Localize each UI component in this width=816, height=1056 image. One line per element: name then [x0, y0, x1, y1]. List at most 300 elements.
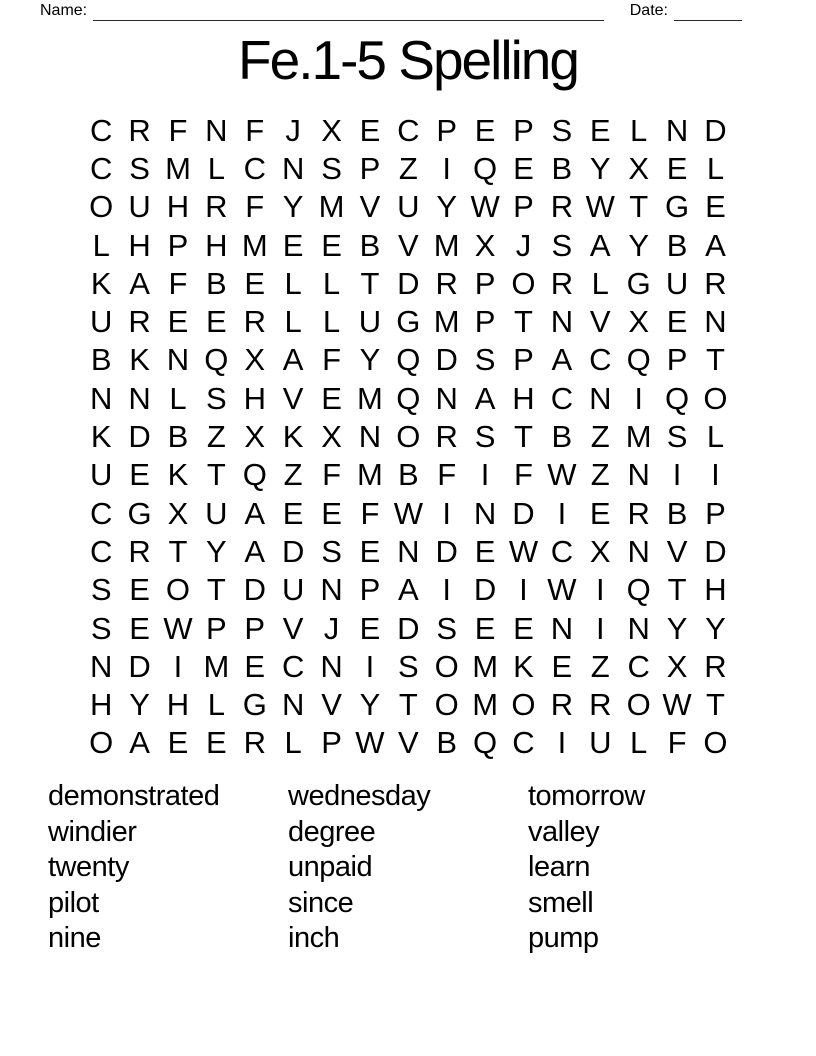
grid-letter-r7-c7: F — [322, 342, 341, 378]
grid-letter-r13-c2: E — [129, 572, 150, 608]
grid-letter-r4-c11: X — [474, 227, 496, 263]
grid-letter-r9-c15: M — [625, 419, 652, 455]
grid-letter-r15-c15: C — [627, 648, 650, 684]
grid-letter-r17-c9: V — [397, 725, 419, 761]
grid-letter-r14-c7: J — [323, 610, 340, 646]
grid-letter-r7-c15: Q — [626, 342, 651, 378]
grid-letter-r4-c1: L — [92, 227, 110, 263]
grid-letter-r16-c7: V — [321, 687, 342, 723]
grid-letter-r10-c14: Z — [590, 457, 610, 493]
grid-letter-r5-c13: R — [550, 265, 574, 301]
name-field — [40, 1, 604, 21]
grid-letter-r14-c9: D — [397, 610, 420, 646]
grid-letter-r6-c16: E — [666, 304, 688, 340]
grid-letter-r9-c3: B — [167, 419, 189, 455]
grid-letter-r14-c12: E — [513, 610, 534, 646]
grid-letter-r17-c14: U — [589, 725, 612, 761]
grid-letter-r2-c12: E — [513, 150, 534, 186]
grid-letter-r10-c1: U — [90, 457, 113, 493]
grid-letter-r9-c1: K — [90, 419, 112, 455]
grid-letter-r4-c12: J — [515, 227, 532, 263]
grid-letter-r14-c17: Y — [705, 610, 726, 646]
grid-letter-r17-c2: A — [129, 725, 150, 761]
grid-letter-r2-c11: Q — [473, 150, 498, 186]
grid-letter-r8-c17: O — [703, 380, 728, 416]
grid-letter-r7-c6: A — [282, 342, 304, 378]
grid-letter-r16-c6: N — [281, 687, 305, 723]
grid-letter-r4-c15: Y — [628, 227, 649, 263]
grid-letter-r1-c10: P — [436, 112, 458, 148]
grid-letter-r8-c8: M — [357, 380, 383, 416]
grid-letter-r17-c4: E — [206, 725, 227, 761]
grid-letter-r12-c9: N — [397, 533, 420, 569]
grid-letter-r16-c1: H — [90, 687, 113, 723]
grid-letter-r5-c14: L — [591, 265, 609, 301]
grid-letter-r10-c2: E — [129, 457, 150, 493]
grid-letter-r11-c10: I — [442, 495, 452, 531]
grid-letter-r5-c6: L — [284, 265, 302, 301]
grid-letter-r10-c5: Q — [242, 457, 267, 493]
grid-letter-r4-c8: B — [359, 227, 381, 263]
grid-letter-r11-c8: F — [360, 495, 380, 531]
grid-letter-r17-c17: O — [703, 725, 728, 761]
grid-letter-r10-c11: I — [480, 457, 490, 493]
grid-letter-r16-c8: Y — [359, 687, 381, 723]
grid-letter-r6-c12: T — [514, 304, 533, 340]
grid-letter-r5-c15: G — [626, 265, 651, 301]
word-item: pump — [528, 922, 599, 955]
word-list-column-1 — [48, 779, 288, 957]
grid-letter-r11-c11: N — [473, 495, 497, 531]
grid-letter-r12-c16: V — [666, 533, 688, 569]
grid-letter-r1-c6: J — [285, 112, 301, 148]
grid-letter-r9-c12: T — [514, 419, 533, 455]
grid-letter-r3-c15: T — [629, 189, 649, 225]
grid-letter-r10-c6: Z — [283, 457, 303, 493]
grid-letter-r5-c7: L — [322, 265, 341, 301]
grid-letter-r7-c11: S — [474, 342, 496, 378]
grid-letter-r6-c3: E — [167, 304, 189, 340]
grid-letter-r12-c3: T — [168, 533, 188, 569]
grid-letter-r12-c12: W — [508, 533, 539, 569]
grid-letter-r15-c1: N — [90, 648, 113, 684]
grid-letter-r13-c7: N — [320, 572, 343, 608]
grid-letter-r14-c16: Y — [666, 610, 688, 646]
grid-letter-r15-c4: M — [203, 648, 230, 684]
grid-letter-r7-c16: P — [666, 342, 688, 378]
name-blank-line — [93, 4, 604, 21]
grid-letter-r13-c8: P — [359, 572, 381, 608]
grid-letter-r15-c6: C — [281, 648, 305, 684]
grid-letter-r11-c14: E — [589, 495, 611, 531]
grid-letter-r3-c3: H — [166, 189, 190, 225]
grid-letter-r3-c17: E — [705, 189, 726, 225]
grid-letter-r12-c2: R — [128, 533, 151, 569]
grid-letter-r2-c15: X — [628, 150, 649, 186]
grid-letter-r10-c12: F — [514, 457, 533, 493]
name-label: Name: — [40, 2, 88, 19]
grid-letter-r2-c13: B — [551, 150, 573, 186]
grid-letter-r10-c15: N — [627, 457, 650, 493]
grid-letter-r13-c11: D — [473, 572, 497, 608]
grid-letter-r11-c4: U — [205, 495, 228, 531]
grid-letter-r9-c8: N — [358, 419, 382, 455]
grid-letter-r6-c11: P — [474, 304, 496, 340]
grid-letter-r3-c10: Y — [436, 189, 458, 225]
grid-letter-r14-c2: E — [129, 610, 150, 646]
grid-letter-r16-c11: M — [472, 687, 499, 723]
grid-letter-r1-c13: S — [551, 112, 573, 148]
grid-letter-r13-c15: Q — [626, 572, 651, 608]
grid-letter-r9-c17: L — [706, 419, 725, 455]
grid-letter-r13-c9: A — [397, 572, 419, 608]
grid-letter-r16-c13: R — [550, 687, 574, 723]
grid-letter-r17-c1: O — [89, 725, 114, 761]
grid-letter-r4-c9: V — [397, 227, 419, 263]
grid-letter-r14-c1: S — [90, 610, 112, 646]
word-item: inch — [288, 922, 340, 955]
word-item: smell — [528, 886, 594, 919]
grid-letter-r1-c15: L — [630, 112, 648, 148]
grid-letter-r1-c16: N — [665, 112, 689, 148]
grid-letter-r6-c14: V — [589, 304, 611, 340]
grid-letter-r16-c14: R — [589, 687, 612, 723]
grid-letter-r1-c1: C — [90, 112, 113, 148]
date-blank-line — [674, 4, 742, 21]
grid-letter-r1-c9: C — [397, 112, 420, 148]
grid-letter-r15-c17: R — [704, 648, 727, 684]
grid-letter-r7-c13: A — [551, 342, 573, 378]
grid-letter-r1-c5: F — [245, 112, 265, 148]
grid-letter-r12-c14: X — [589, 533, 611, 569]
grid-letter-r6-c10: M — [433, 304, 460, 340]
grid-letter-r14-c13: N — [550, 610, 574, 646]
grid-letter-r4-c5: M — [241, 227, 268, 263]
grid-letter-r13-c6: U — [281, 572, 305, 608]
grid-letter-r3-c12: P — [513, 189, 534, 225]
grid-letter-r9-c5: X — [244, 419, 266, 455]
grid-letter-r7-c5: X — [244, 342, 266, 378]
grid-letter-r16-c12: O — [511, 687, 536, 723]
grid-letter-r14-c10: S — [436, 610, 458, 646]
grid-letter-r4-c4: H — [205, 227, 228, 263]
grid-letter-r5-c2: A — [129, 265, 150, 301]
word-item: degree — [288, 815, 376, 848]
grid-letter-r8-c3: L — [169, 380, 187, 416]
grid-letter-r14-c6: V — [282, 610, 304, 646]
grid-letter-r8-c6: V — [282, 380, 304, 416]
grid-letter-r16-c9: T — [398, 687, 418, 723]
word-list — [48, 779, 768, 957]
grid-letter-r17-c13: I — [557, 725, 567, 761]
grid-letter-r4-c2: H — [128, 227, 151, 263]
grid-letter-r13-c14: I — [595, 572, 605, 608]
grid-letter-r4-c6: E — [282, 227, 304, 263]
grid-letter-r5-c17: R — [704, 265, 727, 301]
grid-letter-r2-c16: E — [666, 150, 688, 186]
grid-letter-r3-c6: Y — [282, 189, 304, 225]
grid-letter-r13-c16: T — [667, 572, 687, 608]
grid-letter-r9-c16: S — [666, 419, 688, 455]
grid-letter-r2-c14: Y — [589, 150, 611, 186]
grid-letter-r7-c14: C — [589, 342, 612, 378]
grid-letter-r13-c13: W — [547, 572, 577, 608]
word-list-column-3 — [528, 779, 768, 957]
grid-letter-r6-c17: N — [704, 304, 727, 340]
grid-letter-r15-c2: D — [128, 648, 151, 684]
grid-letter-r6-c9: G — [396, 304, 421, 340]
grid-letter-r8-c9: Q — [396, 380, 421, 416]
grid-letter-r11-c6: E — [282, 495, 304, 531]
grid-letter-r6-c15: X — [628, 304, 649, 340]
grid-letter-r9-c4: Z — [206, 419, 226, 455]
grid-letter-r16-c10: O — [434, 687, 459, 723]
word-item: learn — [528, 851, 590, 884]
grid-letter-r9-c14: Z — [590, 419, 610, 455]
grid-letter-r15-c8: I — [365, 648, 375, 684]
grid-letter-r12-c5: A — [244, 533, 266, 569]
grid-letter-r3-c14: W — [585, 189, 615, 225]
grid-letter-r8-c12: H — [512, 380, 535, 416]
grid-letter-r16-c4: L — [207, 687, 225, 723]
grid-letter-r17-c11: Q — [473, 725, 498, 761]
grid-letter-r3-c5: F — [245, 189, 265, 225]
grid-letter-r15-c3: I — [173, 648, 183, 684]
grid-letter-r16-c16: W — [662, 687, 692, 723]
grid-letter-r9-c6: K — [282, 419, 304, 455]
grid-letter-r7-c2: K — [129, 342, 150, 378]
grid-letter-r9-c10: R — [435, 419, 458, 455]
grid-letter-r4-c17: A — [705, 227, 726, 263]
grid-letter-r14-c4: P — [206, 610, 227, 646]
grid-letter-r7-c1: B — [90, 342, 112, 378]
grid-letter-r10-c4: T — [206, 457, 226, 493]
grid-letter-r3-c8: V — [359, 189, 381, 225]
grid-letter-r14-c8: E — [359, 610, 381, 646]
grid-letter-r15-c11: M — [472, 648, 499, 684]
grid-letter-r14-c3: W — [163, 610, 193, 646]
grid-letter-r17-c5: R — [243, 725, 266, 761]
grid-letter-r5-c11: P — [474, 265, 496, 301]
grid-letter-r4-c7: E — [321, 227, 342, 263]
grid-letter-r16-c5: G — [242, 687, 267, 723]
grid-letter-r1-c12: P — [513, 112, 534, 148]
grid-letter-r17-c8: W — [355, 725, 385, 761]
grid-letter-r4-c3: P — [167, 227, 189, 263]
grid-letter-r15-c14: Z — [590, 648, 610, 684]
grid-letter-r17-c7: P — [321, 725, 342, 761]
grid-letter-r13-c5: D — [243, 572, 266, 608]
grid-letter-r15-c12: K — [513, 648, 534, 684]
grid-letter-r8-c16: Q — [664, 380, 690, 416]
grid-letter-r3-c13: R — [550, 189, 574, 225]
grid-letter-r15-c16: X — [666, 648, 688, 684]
grid-letter-r17-c16: F — [667, 725, 687, 761]
grid-letter-r8-c10: N — [435, 380, 458, 416]
grid-letter-r5-c9: D — [397, 265, 420, 301]
grid-letter-r10-c16: I — [672, 457, 682, 493]
grid-letter-r5-c10: R — [435, 265, 458, 301]
grid-letter-r6-c7: L — [322, 304, 341, 340]
grid-letter-r2-c8: P — [359, 150, 381, 186]
grid-letter-r17-c6: L — [284, 725, 302, 761]
grid-letter-r12-c1: C — [90, 533, 113, 569]
grid-letter-r1-c11: E — [474, 112, 496, 148]
word-item: twenty — [48, 851, 129, 884]
grid-letter-r17-c10: B — [436, 725, 458, 761]
grid-letter-r17-c12: C — [512, 725, 535, 761]
grid-letter-r1-c7: X — [321, 112, 342, 148]
grid-letter-r11-c5: A — [244, 495, 266, 531]
grid-letter-r5-c1: K — [90, 265, 112, 301]
grid-letter-r4-c13: S — [551, 227, 573, 263]
grid-letter-r9-c11: S — [474, 419, 496, 455]
word-item: windier — [48, 815, 137, 848]
grid-letter-r7-c10: D — [435, 342, 458, 378]
grid-letter-r15-c5: E — [244, 648, 266, 684]
grid-letter-r11-c16: B — [666, 495, 688, 531]
word-list-column-2 — [288, 779, 528, 957]
grid-letter-r8-c5: H — [243, 380, 266, 416]
grid-letter-r13-c17: H — [704, 572, 727, 608]
grid-letter-r7-c9: Q — [396, 342, 421, 378]
grid-letter-r11-c13: I — [557, 495, 567, 531]
grid-letter-r15-c10: O — [434, 648, 459, 684]
grid-letter-r2-c10: I — [442, 150, 452, 186]
grid-letter-r11-c15: R — [627, 495, 650, 531]
grid-letter-r8-c1: N — [90, 380, 113, 416]
grid-letter-r3-c2: U — [128, 189, 151, 225]
grid-letter-r2-c17: L — [706, 150, 725, 186]
grid-letter-r8-c13: C — [550, 380, 574, 416]
word-item: pilot — [48, 886, 99, 919]
grid-letter-r10-c7: F — [322, 457, 341, 493]
grid-letter-r2-c6: N — [281, 150, 305, 186]
grid-letter-r1-c3: F — [168, 112, 188, 148]
grid-letter-r10-c10: F — [437, 457, 457, 493]
date-field — [630, 1, 742, 21]
grid-letter-r8-c4: S — [206, 380, 227, 416]
grid-letter-r14-c15: N — [627, 610, 650, 646]
grid-letter-r16-c3: H — [166, 687, 190, 723]
grid-letter-r12-c11: E — [474, 533, 496, 569]
grid-letter-r5-c16: U — [665, 265, 689, 301]
word-item: unpaid — [288, 851, 373, 884]
grid-letter-r2-c7: S — [321, 150, 342, 186]
grid-letter-r12-c4: Y — [206, 533, 227, 569]
grid-letter-r1-c4: N — [205, 112, 228, 148]
grid-letter-r8-c11: A — [474, 380, 496, 416]
grid-letter-r9-c13: B — [551, 419, 573, 455]
grid-letter-r6-c1: U — [90, 304, 113, 340]
grid-letter-r14-c5: P — [244, 610, 266, 646]
word-item: nine — [48, 922, 101, 955]
grid-letter-r12-c7: S — [321, 533, 342, 569]
grid-letter-r9-c2: D — [128, 419, 151, 455]
grid-letter-r16-c2: Y — [129, 687, 150, 723]
date-label: Date: — [629, 2, 668, 19]
word-item: tomorrow — [528, 780, 645, 812]
grid-letter-r13-c12: I — [519, 572, 528, 608]
grid-letter-r13-c4: T — [206, 572, 226, 608]
grid-letter-r3-c16: G — [664, 189, 690, 225]
grid-letter-r6-c6: L — [284, 304, 302, 340]
grid-letter-r9-c7: X — [321, 419, 342, 455]
grid-letter-r8-c7: E — [321, 380, 342, 416]
grid-letter-r14-c11: E — [474, 610, 496, 646]
grid-letter-r10-c3: K — [167, 457, 189, 493]
grid-letter-r11-c12: D — [512, 495, 535, 531]
word-item: demonstrated — [48, 780, 220, 812]
page-title: Fe.1-5 Spelling — [238, 29, 578, 91]
grid-letter-r11-c9: W — [393, 495, 423, 531]
grid-letter-r6-c4: E — [206, 304, 227, 340]
grid-letter-r11-c2: G — [127, 495, 152, 531]
word-item: valley — [528, 815, 600, 848]
grid-letter-r2-c4: L — [207, 150, 225, 186]
grid-letter-r10-c13: W — [547, 457, 577, 493]
grid-letter-r7-c3: N — [166, 342, 190, 378]
grid-letter-r11-c7: E — [321, 495, 342, 531]
grid-letter-r9-c9: O — [396, 419, 421, 455]
grid-letter-r4-c16: B — [666, 227, 688, 263]
grid-letter-r8-c2: N — [128, 380, 151, 416]
grid-letter-r15-c7: N — [320, 648, 343, 684]
grid-letter-r12-c10: D — [435, 533, 458, 569]
word-item: wednesday — [288, 780, 431, 812]
grid-letter-r1-c17: D — [704, 112, 727, 148]
grid-letter-r7-c17: T — [705, 342, 725, 378]
grid-letter-r3-c9: U — [397, 189, 420, 225]
grid-letter-r11-c17: P — [705, 495, 726, 531]
grid-letter-r8-c14: N — [589, 380, 612, 416]
grid-letter-r13-c3: O — [165, 572, 191, 608]
grid-letter-r16-c17: T — [705, 687, 725, 723]
grid-letter-r6-c13: N — [550, 304, 574, 340]
grid-letter-r12-c15: N — [627, 533, 650, 569]
grid-letter-r4-c10: M — [433, 227, 460, 263]
word-item: since — [288, 886, 354, 919]
grid-letter-r13-c1: S — [90, 572, 112, 608]
grid-letter-r1-c14: E — [589, 112, 611, 148]
grid-letter-r6-c5: R — [243, 304, 266, 340]
grid-letter-r3-c4: R — [205, 189, 228, 225]
grid-letter-r12-c8: E — [359, 533, 381, 569]
grid-letter-r13-c10: I — [442, 572, 452, 608]
grid-letter-r2-c5: C — [243, 150, 266, 186]
grid-letter-r3-c7: M — [318, 189, 345, 225]
grid-letter-r3-c11: W — [470, 189, 500, 225]
grid-letter-r3-c1: O — [89, 189, 114, 225]
grid-letter-r7-c4: Q — [204, 342, 229, 378]
grid-letter-r17-c3: E — [167, 725, 189, 761]
grid-letter-r10-c8: M — [357, 457, 383, 493]
grid-letter-r16-c15: O — [626, 687, 651, 723]
grid-letter-r12-c6: D — [281, 533, 305, 569]
grid-letter-r14-c14: I — [595, 610, 605, 646]
grid-letter-r2-c1: C — [90, 150, 113, 186]
grid-letter-r5-c4: B — [206, 265, 227, 301]
grid-letter-r17-c15: L — [630, 725, 648, 761]
grid-letter-r1-c2: R — [128, 112, 151, 148]
grid-letter-r8-c15: I — [634, 380, 643, 416]
grid-letter-r12-c17: D — [704, 533, 727, 569]
grid-letter-r2-c3: M — [165, 150, 191, 186]
grid-letter-r2-c9: Z — [398, 150, 418, 186]
grid-letter-r10-c17: I — [711, 457, 720, 493]
grid-letter-r11-c1: C — [90, 495, 113, 531]
grid-letter-r6-c2: R — [128, 304, 151, 340]
